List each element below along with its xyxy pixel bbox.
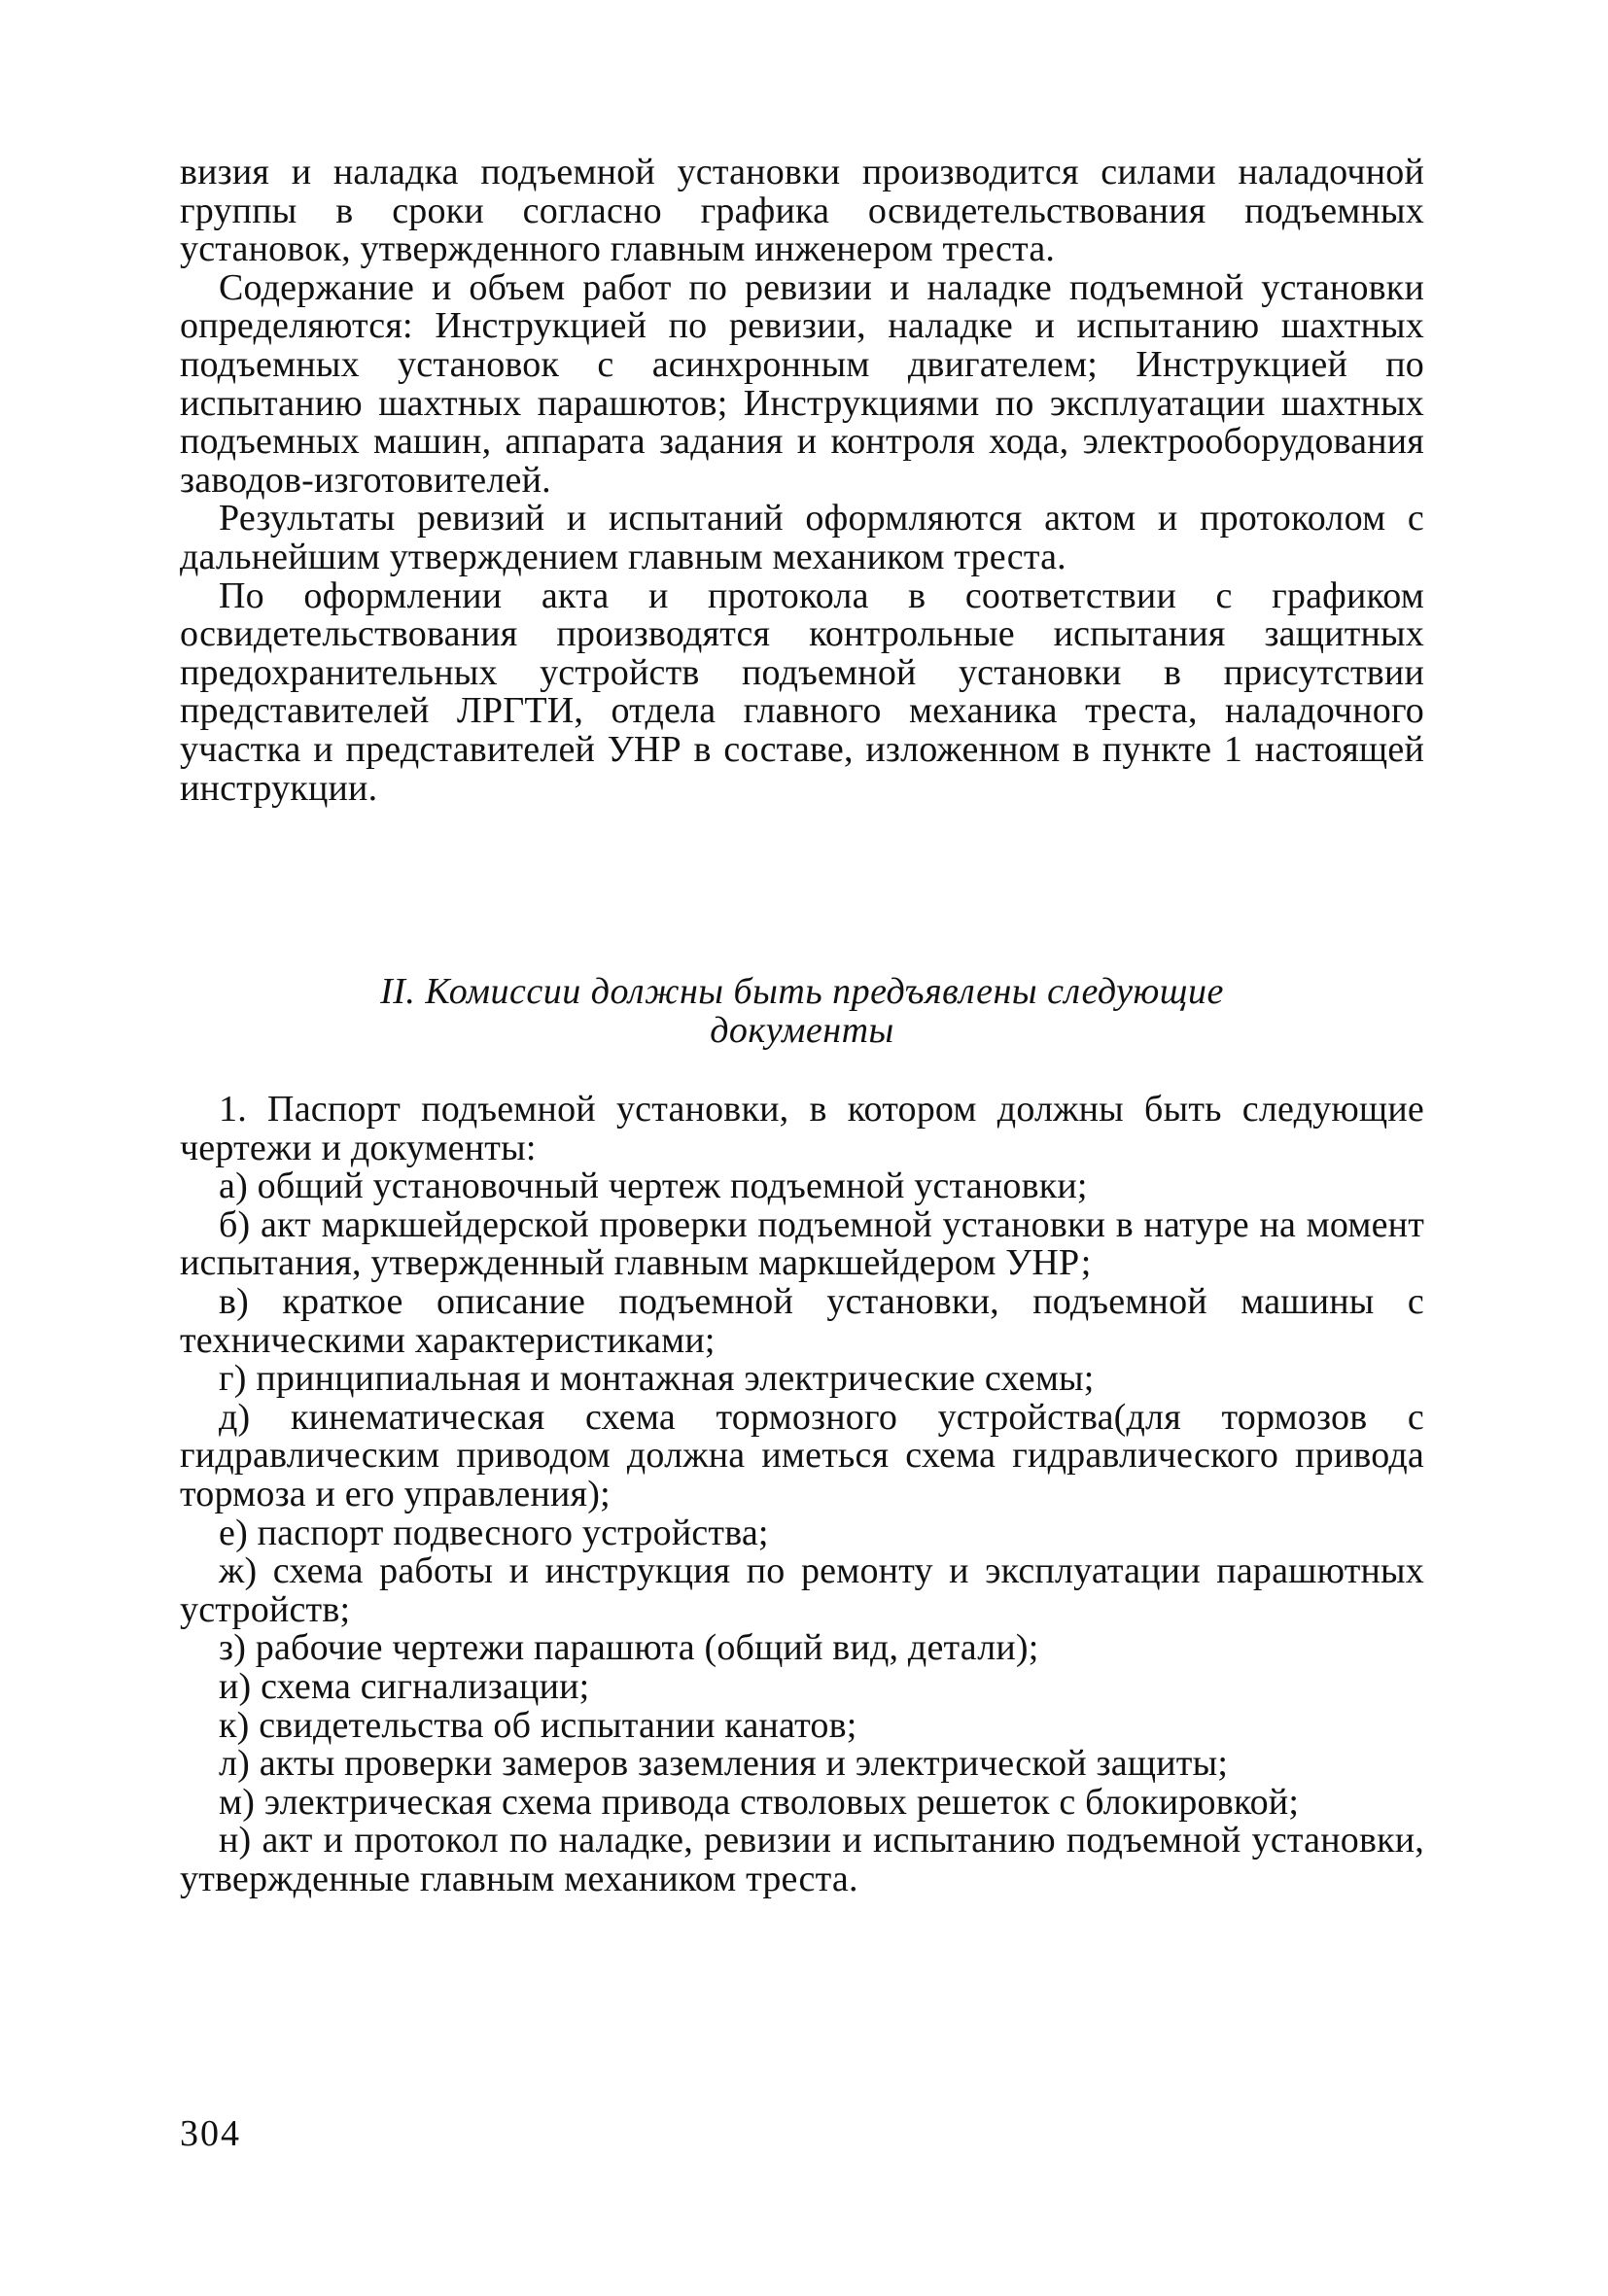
list-item-g: г) принципиальная и монтажная электрические схемы; xyxy=(219,1358,1095,1400)
section-heading-line-1: II. Комиссии должны быть предъявлены следующие xyxy=(380,971,1224,1012)
list-lead-item: 1. Паспорт подъемной установки, в котором должны быть следующие чертежи и документы: xyxy=(180,1089,1424,1168)
list-item-z: з) рабочие чертежи парашюта (общий вид, детали); xyxy=(219,1627,1039,1669)
paragraph-results: Результаты ревизий и испытаний оформляются актом и протоколом с дальнейшим утверждением главным механиком треста. xyxy=(180,498,1424,577)
list-item-v: в) краткое описание подъемной установки, подъемной машины с техническими характеристиками; xyxy=(180,1280,1424,1361)
section-heading-line-2: документы xyxy=(710,1010,894,1051)
list-item-m: м) электрическая схема привода стволовых решеток с блокировкой; xyxy=(219,1781,1300,1823)
list-item-i: и) схема сигнализации; xyxy=(219,1665,590,1707)
list-item-d: д) кинематическая схема тормозного устройства(для тормозов с гидравлическим приводом должна иметься схема гидравлического привода тормоза и его управления); xyxy=(180,1396,1424,1514)
intro-text xyxy=(180,154,1424,808)
page-number: 304 xyxy=(180,2113,241,2154)
list-item-k: к) свидетельства об испытании канатов; xyxy=(219,1704,857,1746)
paragraph-control-tests: По оформлении акта и протокола в соответствии с графиком освидетельствования производятся контрольные испытания защитных предохранительных устройств подъемной установки в присутствии представителей ЛРГТИ, отдела главного механика треста, наладочного участка и представителей УНР в составе, изложенном в пункте 1 настоящей инструкции. xyxy=(180,574,1424,809)
section-heading xyxy=(180,972,1424,1050)
list-item-e: е) паспорт подвесного устройства; xyxy=(219,1512,769,1553)
document-list xyxy=(180,1091,1424,1898)
list-item-n: н) акт и протокол по наладке, ревизии и испытанию подъемной установки, утвержденные главным механиком треста. xyxy=(180,1820,1424,1899)
list-item-a: а) общий установочный чертеж подъемной установки; xyxy=(219,1165,1088,1207)
paragraph-revision-continuation: визия и наладка подъемной установки производится силами наладочной группы в сроки согласно графика освидетельствования подъемных установок, утвержденного главным инженером треста. xyxy=(180,152,1424,270)
list-item-l: л) акты проверки замеров заземления и электрической защиты; xyxy=(219,1743,1229,1785)
list-item-b: б) акт маркшейдерской проверки подъемной установки в натуре на момент испытания, утвержденный главным маркшейдером УНР; xyxy=(180,1203,1424,1284)
list-item-zh: ж) схема работы и инструкция по ремонту и эксплуатации парашютных устройств; xyxy=(180,1550,1424,1630)
paragraph-scope-of-work: Содержание и объем работ по ревизии и наладке подъемной установки определяются: Инструкцией по ревизии, наладке и испытанию шахтных подъемных установок с асинхронным двигателем; Инструкцией по испытанию шахтных парашютов; Инструкциями по эксплуатации шахтных подъемных машин, аппарата задания и контроля хода, электрооборудования заводов-изготовителей. xyxy=(180,266,1424,501)
